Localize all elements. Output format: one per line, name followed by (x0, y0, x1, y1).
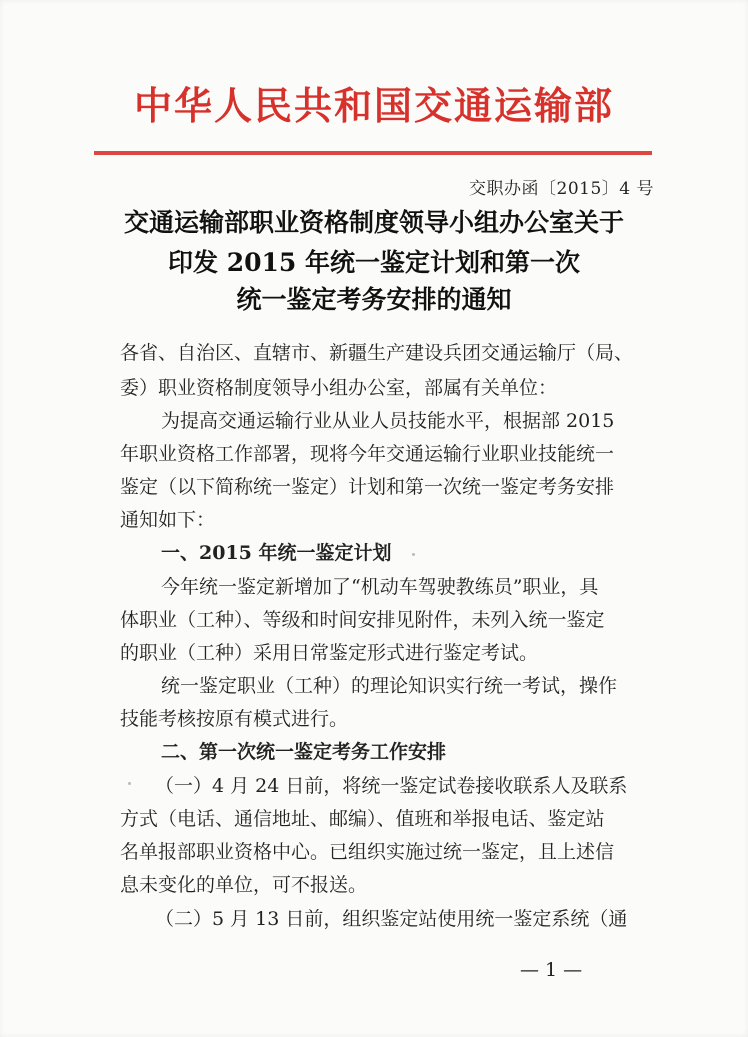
intro-paragraph-line-4: 通知如下： (120, 509, 216, 531)
intro-paragraph-line-2: 年职业资格工作部署，现将今年交通运输行业职业技能统一 (120, 443, 615, 465)
document-title-line-2: 印发 2015 年统一鉴定计划和第一次 (168, 248, 580, 277)
section-1-paragraph-2-line-2: 技能考核按原有模式进行。 (120, 708, 349, 730)
addressee-line-2: 委）职业资格制度领导小组办公室，部属有关单位： (120, 377, 558, 399)
section-2-item-1-line-1: （一）4 月 24 日前，将统一鉴定试卷接收联系人及联系 (155, 775, 628, 797)
section-2-item-1-line-3: 名单报部职业资格中心。已组织实施过统一鉴定，且上述信 (120, 841, 615, 863)
section-1-paragraph-1-line-2: 体职业（工种）、等级和时间安排见附件，未列入统一鉴定 (120, 609, 605, 631)
issuing-authority-header: 中华人民共和国交通运输部 (133, 83, 614, 128)
section-1-paragraph-2-line-1: 统一鉴定职业（工种）的理论知识实行统一考试，操作 (161, 675, 618, 697)
section-heading-1: 一、2015 年统一鉴定计划 (161, 542, 392, 564)
document-title-line-1: 交通运输部职业资格制度领导小组办公室关于 (123, 208, 624, 237)
scan-speck (128, 782, 131, 785)
document-number: 交职办函〔2015〕4 号 (469, 179, 654, 199)
section-1-paragraph-1-line-3: 的职业（工种）采用日常鉴定形式进行鉴定考试。 (120, 642, 539, 664)
intro-paragraph-line-1: 为提高交通运输行业从业人员技能水平，根据部 2015 (161, 410, 615, 432)
section-heading-2: 二、第一次统一鉴定考务工作安排 (161, 741, 447, 763)
red-header-rule (94, 151, 652, 155)
section-2-item-1-line-4: 息未变化的单位，可不报送。 (120, 874, 368, 896)
scan-speck (412, 553, 415, 556)
intro-paragraph-line-3: 鉴定（以下简称统一鉴定）计划和第一次统一鉴定考务安排 (120, 476, 615, 498)
section-2-item-2-line-1: （二）5 月 13 日前，组织鉴定站使用统一鉴定系统（通 (155, 908, 628, 930)
addressee-line-1: 各省、自治区、直辖市、新疆生产建设兵团交通运输厅（局、 (120, 342, 634, 364)
document-title-line-3: 统一鉴定考务安排的通知 (236, 285, 512, 314)
section-1-paragraph-1-line-1: 今年统一鉴定新增加了“机动车驾驶教练员”职业，具 (161, 576, 599, 598)
page-number: — 1 — (520, 959, 583, 981)
section-2-item-1-line-2: 方式（电话、通信地址、邮编）、值班和举报电话、鉴定站 (120, 808, 605, 830)
